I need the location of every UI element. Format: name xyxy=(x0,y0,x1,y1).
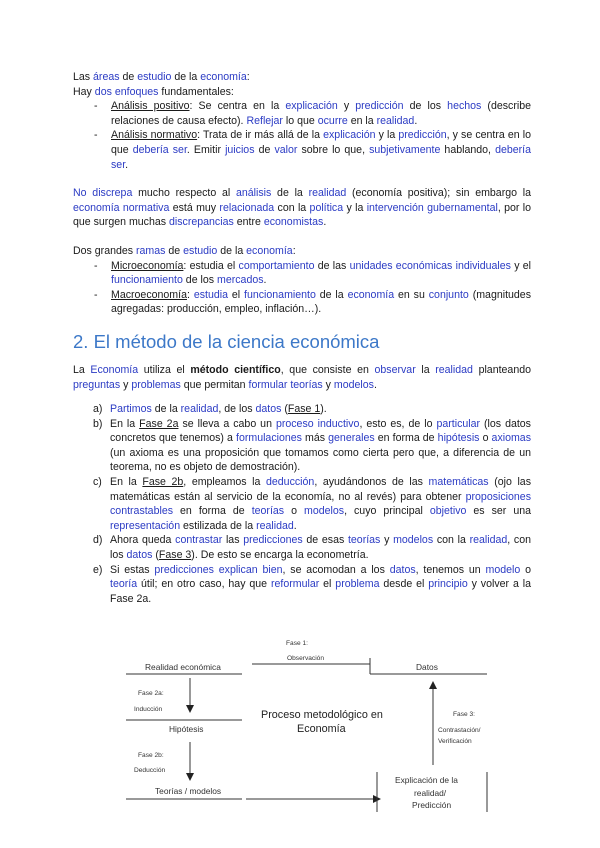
fase-item-e: e) Si estas predicciones explican bien, se acomodan a los datos, tenemos un modelo o teoría útil; en otro caso, hay que reformular el problema desde el principio y volver a la Fase 2a. xyxy=(93,563,531,605)
fase2b-label: Fase 2b: xyxy=(138,752,164,759)
realidad-box-label: Realidad económica xyxy=(145,662,221,672)
bullet-microeconomia: - Microeconomía: estudia el comportamiento de las unidades económicas individuales y el funcionamiento de los mercados. xyxy=(93,259,531,288)
fase3-label: Fase 3: xyxy=(453,711,475,718)
teorias-box-label: Teorías / modelos xyxy=(155,786,222,796)
explicacion-line1: Explicación de la xyxy=(395,775,458,785)
datos-box-label: Datos xyxy=(416,662,438,672)
proceso-title-line1: Proceso metodológico en xyxy=(261,709,383,721)
deduccion-label: Deducción xyxy=(134,767,166,774)
fase-item-d: d) Ahora queda contrastar las predicciones de esas teorías y modelos con la realidad, con los datos (Fase 3). De esto se encarga la econometría. xyxy=(93,534,532,562)
fase1-label: Fase 1: xyxy=(286,640,308,647)
enfoques-list xyxy=(73,99,531,172)
discrepancias-paragraph: No discrepa mucho respecto al análisis de la realidad (economía positiva); sin embargo la economía normativa está muy relacionada con la política y la intervención gubernamental, por lo que surgen muchas discrepancias entre economistas. xyxy=(73,187,532,229)
fase-item-c: c) En la Fase 2b, empleamos la deducción, ayudándonos de las matemáticas (ojo las matemáticas están al servicio de la economía, no al revés) para obtener proposiciones contrastables en forma de teorías o modelos, cuyo principal objetivo es ser una representación estilizada de la realidad. xyxy=(93,476,531,532)
areas-intro: Las áreas de estudio de la economía: xyxy=(73,71,250,83)
hipotesis-box-label: Hipótesis xyxy=(169,724,204,734)
explicacion-line3: Predicción xyxy=(412,800,452,810)
metodo-intro: La Economía utiliza el método científico, que consiste en observar la realidad planteando preguntas y problemas que permitan formular teorías y modelos. xyxy=(73,363,531,391)
observacion-label: Observación xyxy=(287,655,325,662)
bullet-analisis-normativo: - Análisis normativo: Trata de ir más allá de la explicación y la predicción, y se centra en lo que debería ser. Emitir juicios de valor sobre lo que, subjetivamente hablando, debería ser. xyxy=(93,128,531,172)
document-body xyxy=(73,70,531,606)
proceso-title-line2: Economía xyxy=(297,723,346,735)
fase2a-label: Fase 2a: xyxy=(138,690,164,697)
fase-item-b: b) En la Fase 2a se lleva a cabo un proceso inductivo, esto es, de lo particular (los datos concretos que tenemos) a formulaciones más generales en forma de hipótesis o axiomas (un axioma es una proposición que tomamos como cierta pero que, a diferencia de un teorema, no es objeto de demostración). xyxy=(93,417,531,474)
explicacion-line2: realidad/ xyxy=(414,788,447,798)
verificacion-label: Verificación xyxy=(438,738,472,745)
ramas-list xyxy=(73,259,531,317)
fase-item-a: a) Partimos de la realidad, de los datos (Fase 1). xyxy=(93,403,327,416)
fases-list xyxy=(73,402,531,606)
induccion-label: Inducción xyxy=(134,706,163,713)
bullet-analisis-positivo: - Análisis positivo: Se centra en la explicación y predicción de los hechos (describe relaciones de causa efecto). Reflejar lo que ocurre en la realidad. xyxy=(93,99,531,128)
contrastacion-label: Contrastación/ xyxy=(438,727,481,734)
section-heading: 2. El método de la ciencia económica xyxy=(73,330,380,352)
ramas-intro: Dos grandes ramas de estudio de la economía: xyxy=(73,244,296,257)
enfoques-line: Hay dos enfoques fundamentales: xyxy=(73,85,234,98)
bullet-macroeconomia: - Macroeconomía: estudia el funcionamiento de la economía en su conjunto (magnitudes agregadas: producción, empleo, inflación…). xyxy=(93,288,531,317)
